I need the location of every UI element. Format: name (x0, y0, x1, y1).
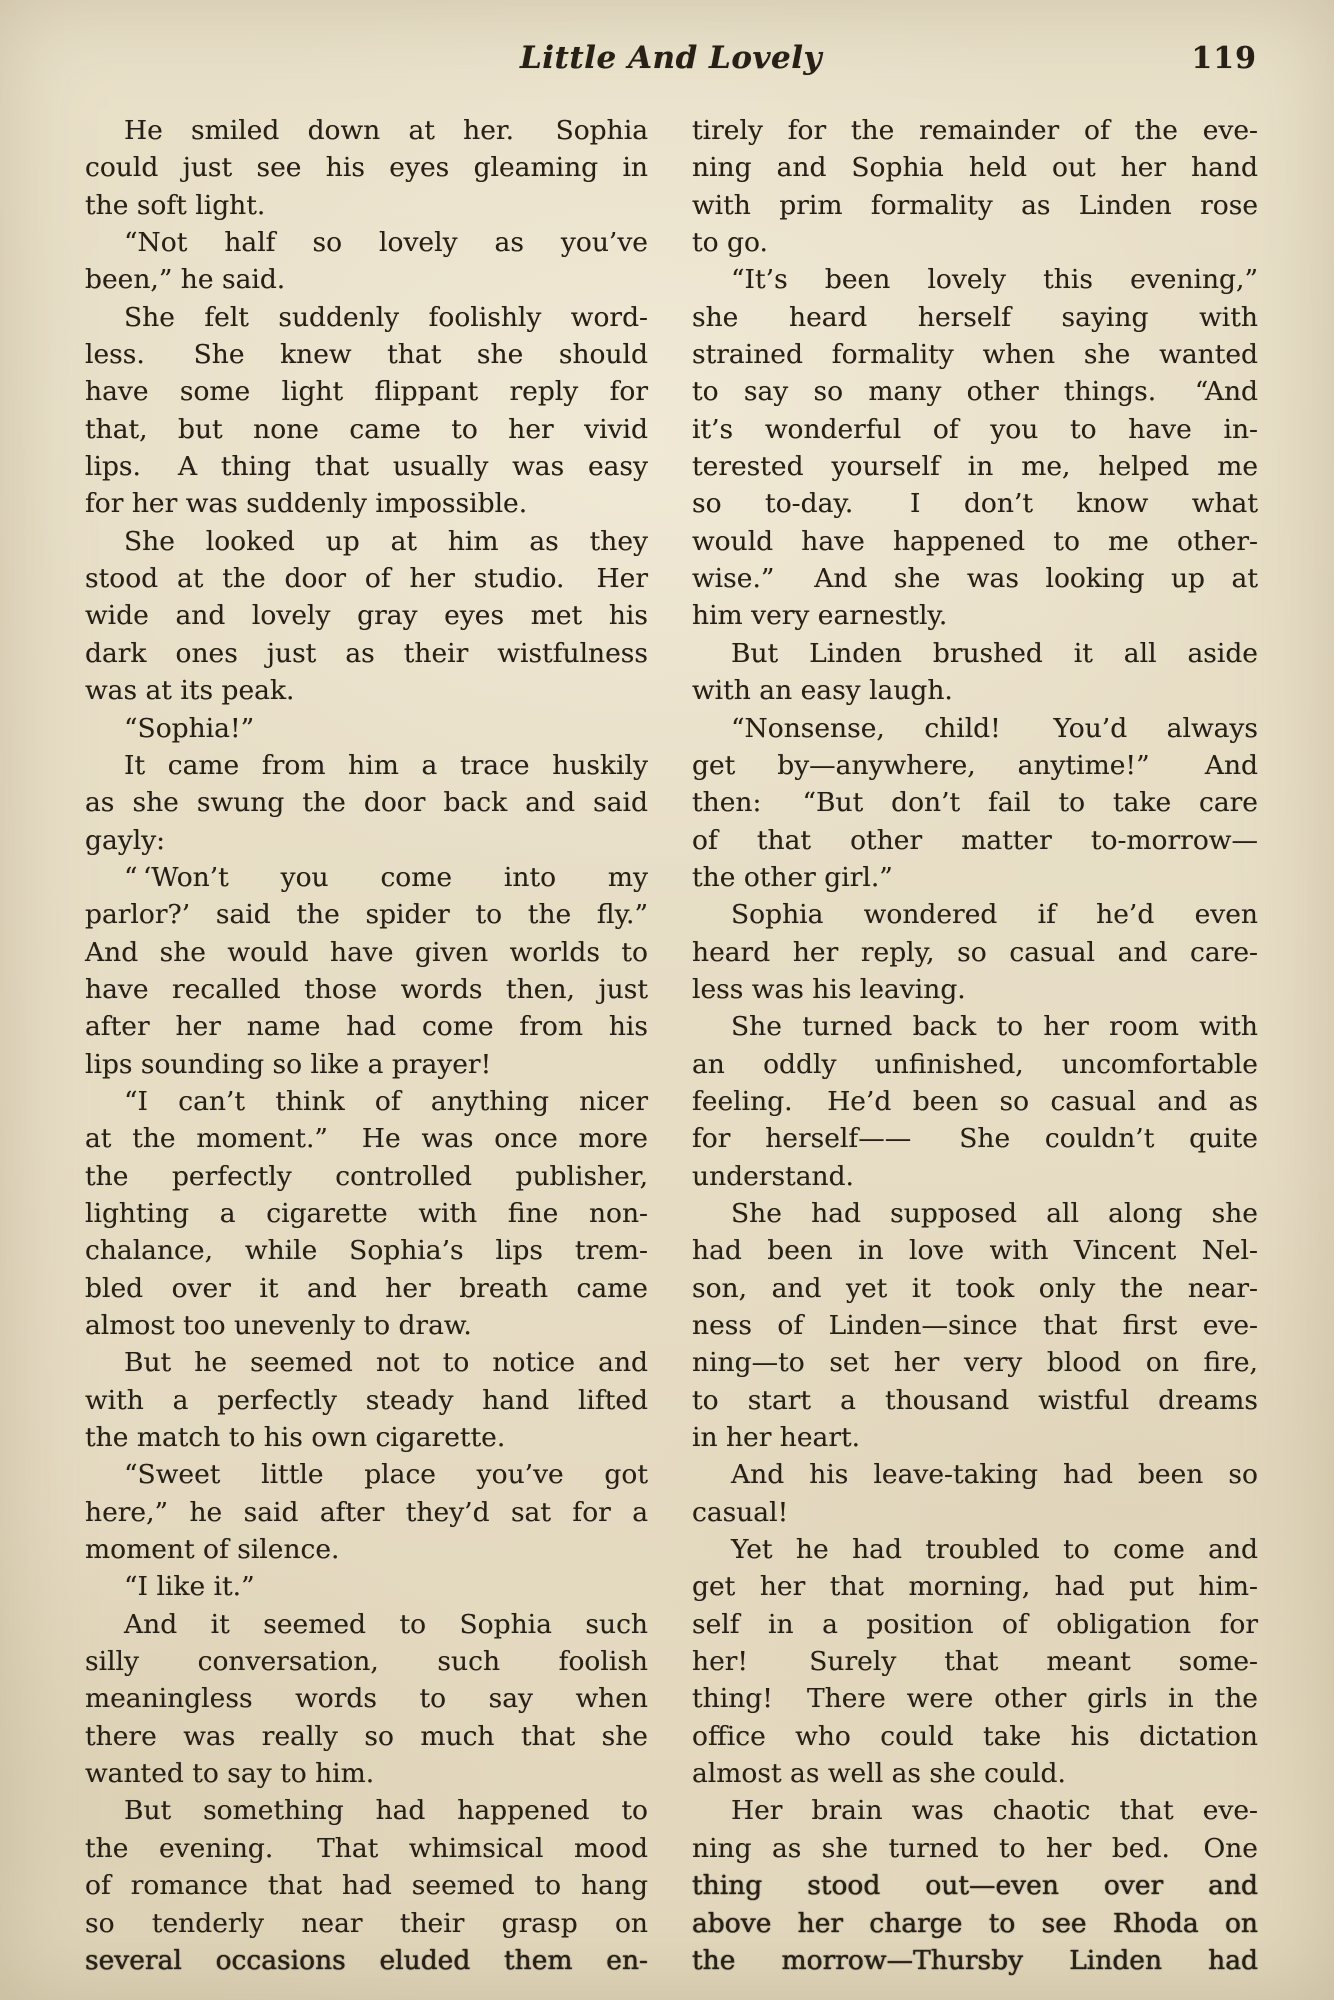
text-line: with an easy laugh. (692, 675, 953, 707)
page-header (85, 40, 1257, 82)
text-line: the evening. That whimsical mood (85, 1832, 648, 1864)
text-line: He smiled down at her. Sophia (124, 115, 648, 146)
text-line: parlor?’ said the spider to the fly.” (85, 899, 648, 931)
text-line: “Not half so lovely as you’ve (124, 227, 648, 259)
text-line: the other girl.” (692, 861, 893, 893)
text-line: here,” he said after they’d sat for a (85, 1496, 648, 1528)
text-line: stood at the door of her studio. Her (85, 563, 648, 595)
text-line: lips. A thing that usually was easy (85, 451, 648, 483)
text-line: of romance that had seemed to hang (85, 1870, 648, 1902)
text-line: so to-day. I don’t know what (692, 488, 1258, 520)
text-line: She had supposed all along she (731, 1197, 1258, 1229)
text-line: she heard herself saying with (692, 301, 1258, 333)
text-line: thing! There were other girls in the (692, 1683, 1258, 1715)
text-line: would have happened to me other- (692, 525, 1258, 557)
text-line: But something had happened to (124, 1795, 648, 1827)
text-line: “ ‘Won’t you come into my (124, 861, 648, 893)
text-line: She felt suddenly foolishly word- (124, 301, 648, 333)
text-line: But he seemed not to notice and (124, 1347, 648, 1379)
text-line: her! Surely that meant some- (692, 1646, 1258, 1678)
text-line: ness of Linden—since that first eve- (692, 1310, 1258, 1341)
text-line: wide and lovely gray eyes met his (85, 600, 648, 632)
text-line: bled over it and her breath came (85, 1272, 648, 1304)
text-line: to say so many other things. “And (692, 376, 1258, 408)
text-line: have recalled those words then, just (85, 973, 648, 1005)
right-column (692, 112, 1258, 1979)
text-line: ning—to set her very blood on fire, (692, 1347, 1258, 1379)
text-line: the perfectly controlled publisher, (85, 1160, 648, 1192)
text-line: less was his leaving. (692, 973, 966, 1005)
text-line: Her brain was chaotic that eve- (731, 1795, 1258, 1827)
text-line: was at its peak. (85, 675, 295, 707)
text-line: could just see his eyes gleaming in (85, 152, 648, 184)
text-line: And she would have given worlds to (85, 936, 648, 968)
text-line: office who could take his dictation (692, 1720, 1258, 1752)
text-line: get by—anywhere, anytime!” And (692, 749, 1258, 781)
text-line: casual! (692, 1496, 789, 1528)
text-line: lips sounding so like a prayer! (85, 1048, 492, 1080)
text-line: meaningless words to say when (85, 1683, 648, 1715)
text-line: had been in love with Vincent Nel- (692, 1235, 1258, 1267)
text-line: with a perfectly steady hand lifted (85, 1384, 648, 1416)
text-line: above her charge to see Rhoda on (692, 1907, 1258, 1939)
text-line: there was really so much that she (85, 1720, 648, 1752)
text-line: at the moment.” He was once more (85, 1123, 648, 1155)
text-line: several occasions eluded them en- (85, 1944, 648, 1976)
text-line: less. She knew that she should (85, 339, 648, 371)
text-line: to start a thousand wistful dreams (692, 1384, 1258, 1416)
text-line: And it seemed to Sophia such (124, 1608, 648, 1640)
text-line: She looked up at him as they (124, 525, 648, 557)
text-line: strained formality when she wanted (692, 339, 1258, 371)
text-line: have some light flippant reply for (85, 376, 648, 408)
text-line: self in a position of obligation for (692, 1608, 1258, 1640)
text-line: gayly: (85, 824, 166, 856)
text-line: ning and Sophia held out her hand (692, 152, 1258, 184)
text-line: almost too unevenly to draw. (85, 1310, 472, 1341)
text-line: to go. (692, 227, 768, 259)
text-line: of that other matter to-morrow— (692, 824, 1258, 856)
page-number: 119 (1191, 41, 1257, 76)
text-line: It came from him a trace huskily (124, 749, 648, 781)
running-head-title: Little And Lovely (519, 40, 823, 76)
text-line: ning as she turned to her bed. One (692, 1832, 1258, 1864)
text-line: son, and yet it took only the near- (692, 1272, 1258, 1304)
text-line: after her name had come from his (85, 1011, 648, 1043)
text-line: wanted to say to him. (85, 1758, 375, 1790)
text-line: “Sophia!” (124, 712, 255, 744)
text-line: it’s wonderful of you to have in- (692, 413, 1258, 445)
text-line: understand. (692, 1160, 854, 1192)
text-line: with prim formality as Linden rose (692, 189, 1258, 221)
text-line: “Sweet little place you’ve got (124, 1459, 648, 1491)
text-columns (85, 112, 1258, 1979)
text-line: the soft light. (85, 189, 266, 221)
text-line: “It’s been lovely this evening,” (731, 264, 1258, 296)
text-line: get her that morning, had put him- (692, 1571, 1258, 1603)
text-line: thing stood out—even over and (692, 1870, 1258, 1902)
text-line: an oddly unfinished, uncomfortable (692, 1048, 1258, 1080)
text-line: the morrow—Thursby Linden had (692, 1944, 1258, 1976)
text-line: “Nonsense, child! You’d always (731, 712, 1258, 744)
text-line: for herself—— She couldn’t quite (692, 1123, 1258, 1155)
text-line: Yet he had troubled to come and (731, 1534, 1258, 1566)
text-line: tirely for the remainder of the eve- (692, 115, 1258, 146)
text-line: And his leave-taking had been so (731, 1459, 1258, 1491)
text-line: “I can’t think of anything nicer (124, 1085, 648, 1117)
text-line: that, but none came to her vivid (85, 413, 648, 445)
text-line: then: “But don’t fail to take care (692, 787, 1258, 819)
text-line: heard her reply, so casual and care- (692, 936, 1258, 968)
text-line: him very earnestly. (692, 600, 948, 632)
text-line: “I like it.” (124, 1571, 255, 1603)
text-line: moment of silence. (85, 1534, 340, 1566)
text-line: dark ones just as their wistfulness (85, 637, 648, 669)
text-line: feeling. He’d been so casual and as (692, 1085, 1258, 1117)
text-line: She turned back to her room with (731, 1011, 1258, 1043)
text-line: wise.” And she was looking up at (692, 563, 1258, 595)
text-line: so tenderly near their grasp on (85, 1907, 648, 1939)
text-line: for her was suddenly impossible. (85, 488, 528, 520)
text-line: Sophia wondered if he’d even (731, 899, 1258, 931)
text-line: been,” he said. (85, 264, 286, 296)
text-line: almost as well as she could. (692, 1758, 1066, 1790)
text-line: But Linden brushed it all aside (731, 637, 1258, 669)
text-line: as she swung the door back and said (85, 787, 648, 819)
text-line: the match to his own cigarette. (85, 1422, 506, 1454)
text-line: silly conversation, such foolish (85, 1646, 648, 1678)
left-column (85, 112, 648, 1979)
text-line: chalance, while Sophia’s lips trem- (85, 1235, 648, 1267)
text-line: in her heart. (692, 1422, 861, 1454)
text-line: lighting a cigarette with fine non- (85, 1197, 648, 1229)
text-line: terested yourself in me, helped me (692, 451, 1258, 483)
